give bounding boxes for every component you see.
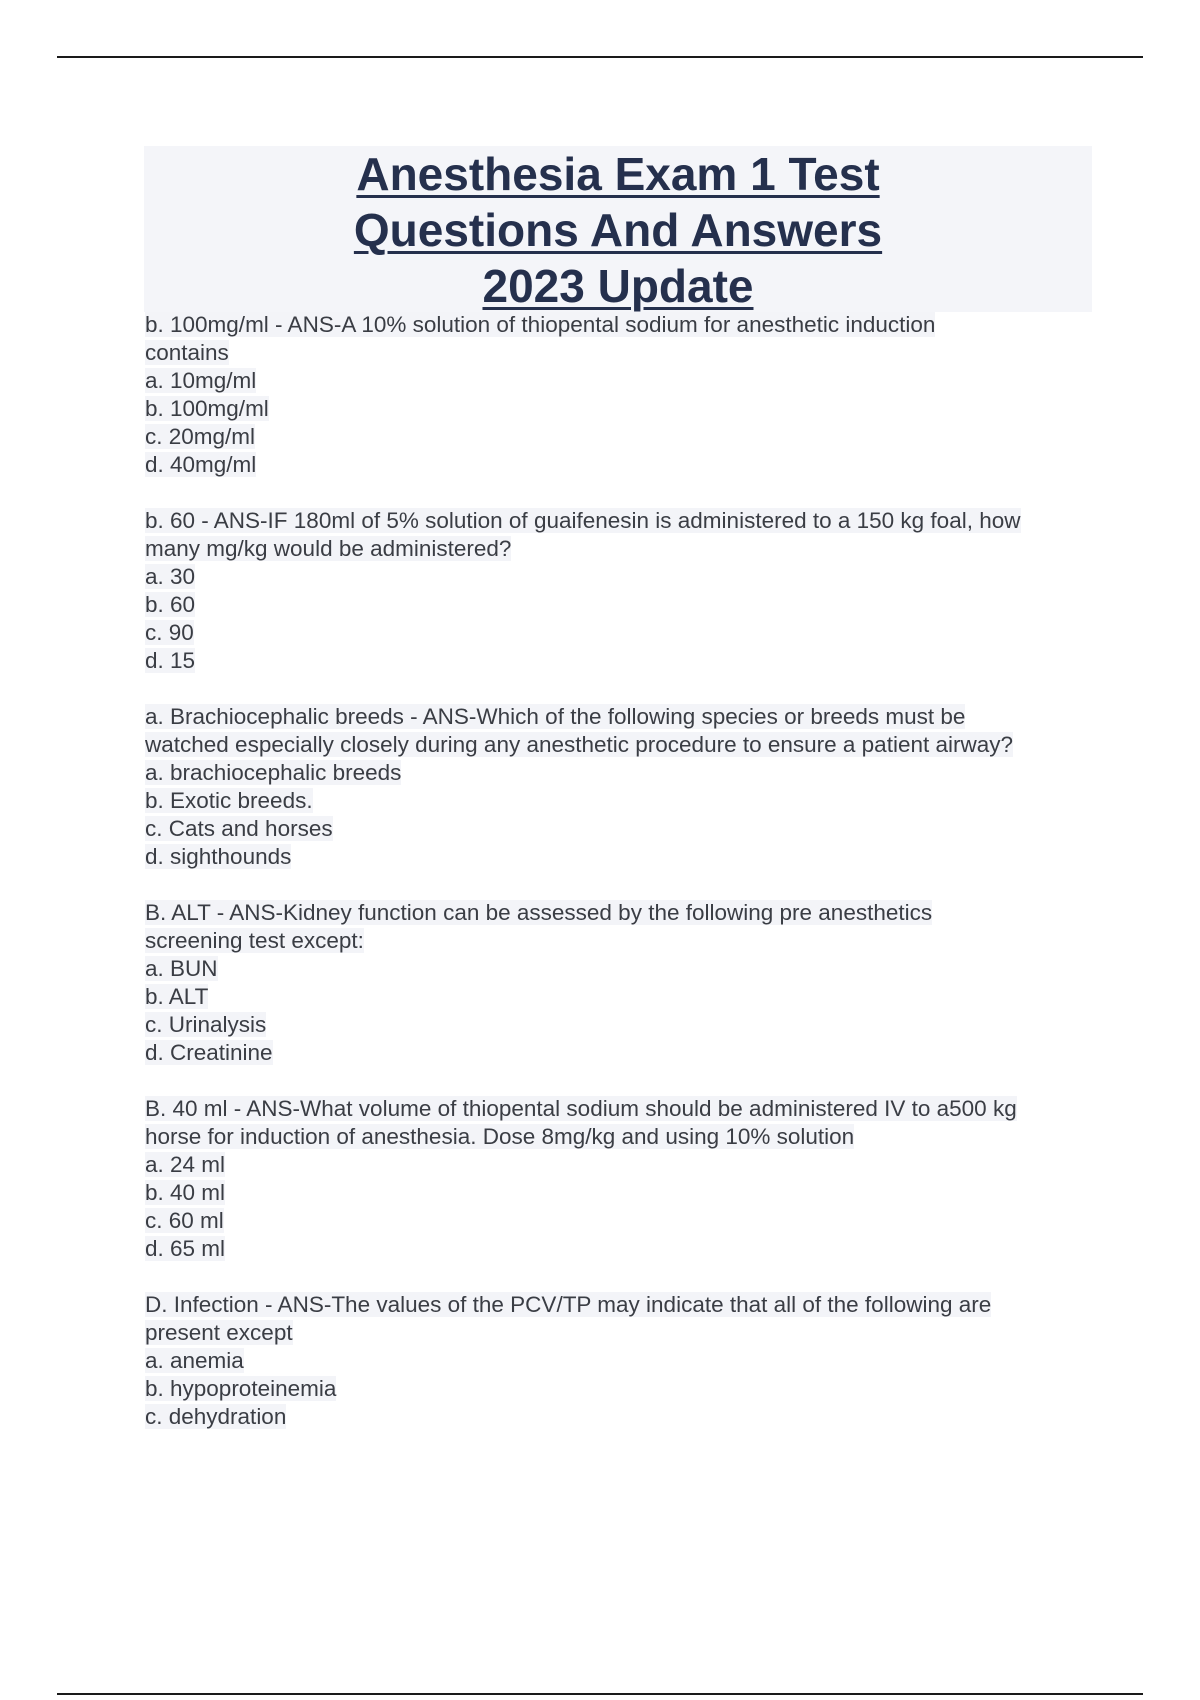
- question-list: [145, 311, 1105, 1459]
- answer-option: c. 20mg/ml: [145, 424, 256, 449]
- answer-option: d. 40mg/ml: [145, 452, 257, 477]
- answer-option: c. 60 ml: [145, 1208, 224, 1233]
- answer-option: b. 60: [145, 592, 196, 617]
- title-line-3: 2023 Update: [482, 260, 754, 312]
- answer-option: b. 100mg/ml: [145, 396, 269, 421]
- answer-option: b. Exotic breeds.: [145, 788, 313, 813]
- answer-option: d. sighthounds: [145, 844, 292, 869]
- question-stem-line: B. ALT - ANS-Kidney function can be assessed by the following pre anesthetics: [145, 900, 933, 925]
- question-stem-line: present except: [145, 1320, 293, 1345]
- question-stem-line: b. 100mg/ml - ANS-A 10% solution of thiopental sodium for anesthetic induction: [145, 312, 936, 337]
- answer-option: c. dehydration: [145, 1404, 287, 1429]
- answer-option: c. 90: [145, 620, 194, 645]
- question-block-2: [145, 507, 1105, 675]
- question-stem-line: horse for induction of anesthesia. Dose 8mg/kg and using 10% solution: [145, 1124, 855, 1149]
- question-stem-line: screening test except:: [145, 928, 364, 953]
- answer-option: a. 30: [145, 564, 196, 589]
- answer-option: c. Urinalysis: [145, 1012, 267, 1037]
- top-rule: [57, 56, 1143, 58]
- question-stem-line: a. Brachiocephalic breeds - ANS-Which of the following species or breeds must be: [145, 704, 966, 729]
- bottom-rule: [57, 1693, 1143, 1695]
- question-stem-line: B. 40 ml - ANS-What volume of thiopental sodium should be administered IV to a500 kg: [145, 1096, 1017, 1121]
- answer-option: b. 40 ml: [145, 1180, 226, 1205]
- answer-option: d. 15: [145, 648, 196, 673]
- answer-option: a. anemia: [145, 1348, 244, 1373]
- answer-option: a. brachiocephalic breeds: [145, 760, 402, 785]
- answer-option: c. Cats and horses: [145, 816, 333, 841]
- question-block-6: [145, 1291, 1105, 1431]
- answer-option: d. Creatinine: [145, 1040, 273, 1065]
- question-stem-line: watched especially closely during any anesthetic procedure to ensure a patient airway?: [145, 732, 1014, 757]
- question-block-5: [145, 1095, 1105, 1263]
- question-block-1: [145, 311, 1105, 479]
- title-line-2: Questions And Answers: [353, 204, 883, 256]
- answer-option: b. hypoproteinemia: [145, 1376, 337, 1401]
- answer-option: a. 10mg/ml: [145, 368, 257, 393]
- question-stem-line: many mg/kg would be administered?: [145, 536, 512, 561]
- answer-option: a. 24 ml: [145, 1152, 226, 1177]
- answer-option: a. BUN: [145, 956, 218, 981]
- document-title: [144, 146, 1092, 314]
- question-stem-line: D. Infection - ANS-The values of the PCV/TP may indicate that all of the following are: [145, 1292, 992, 1317]
- question-block-3: [145, 703, 1105, 871]
- answer-option: d. 65 ml: [145, 1236, 226, 1261]
- question-stem-line: contains: [145, 340, 229, 365]
- question-stem-line: b. 60 - ANS-IF 180ml of 5% solution of guaifenesin is administered to a 150 kg foal, how: [145, 508, 1021, 533]
- title-line-1: Anesthesia Exam 1 Test: [356, 148, 880, 200]
- answer-option: b. ALT: [145, 984, 209, 1009]
- question-block-4: [145, 899, 1105, 1067]
